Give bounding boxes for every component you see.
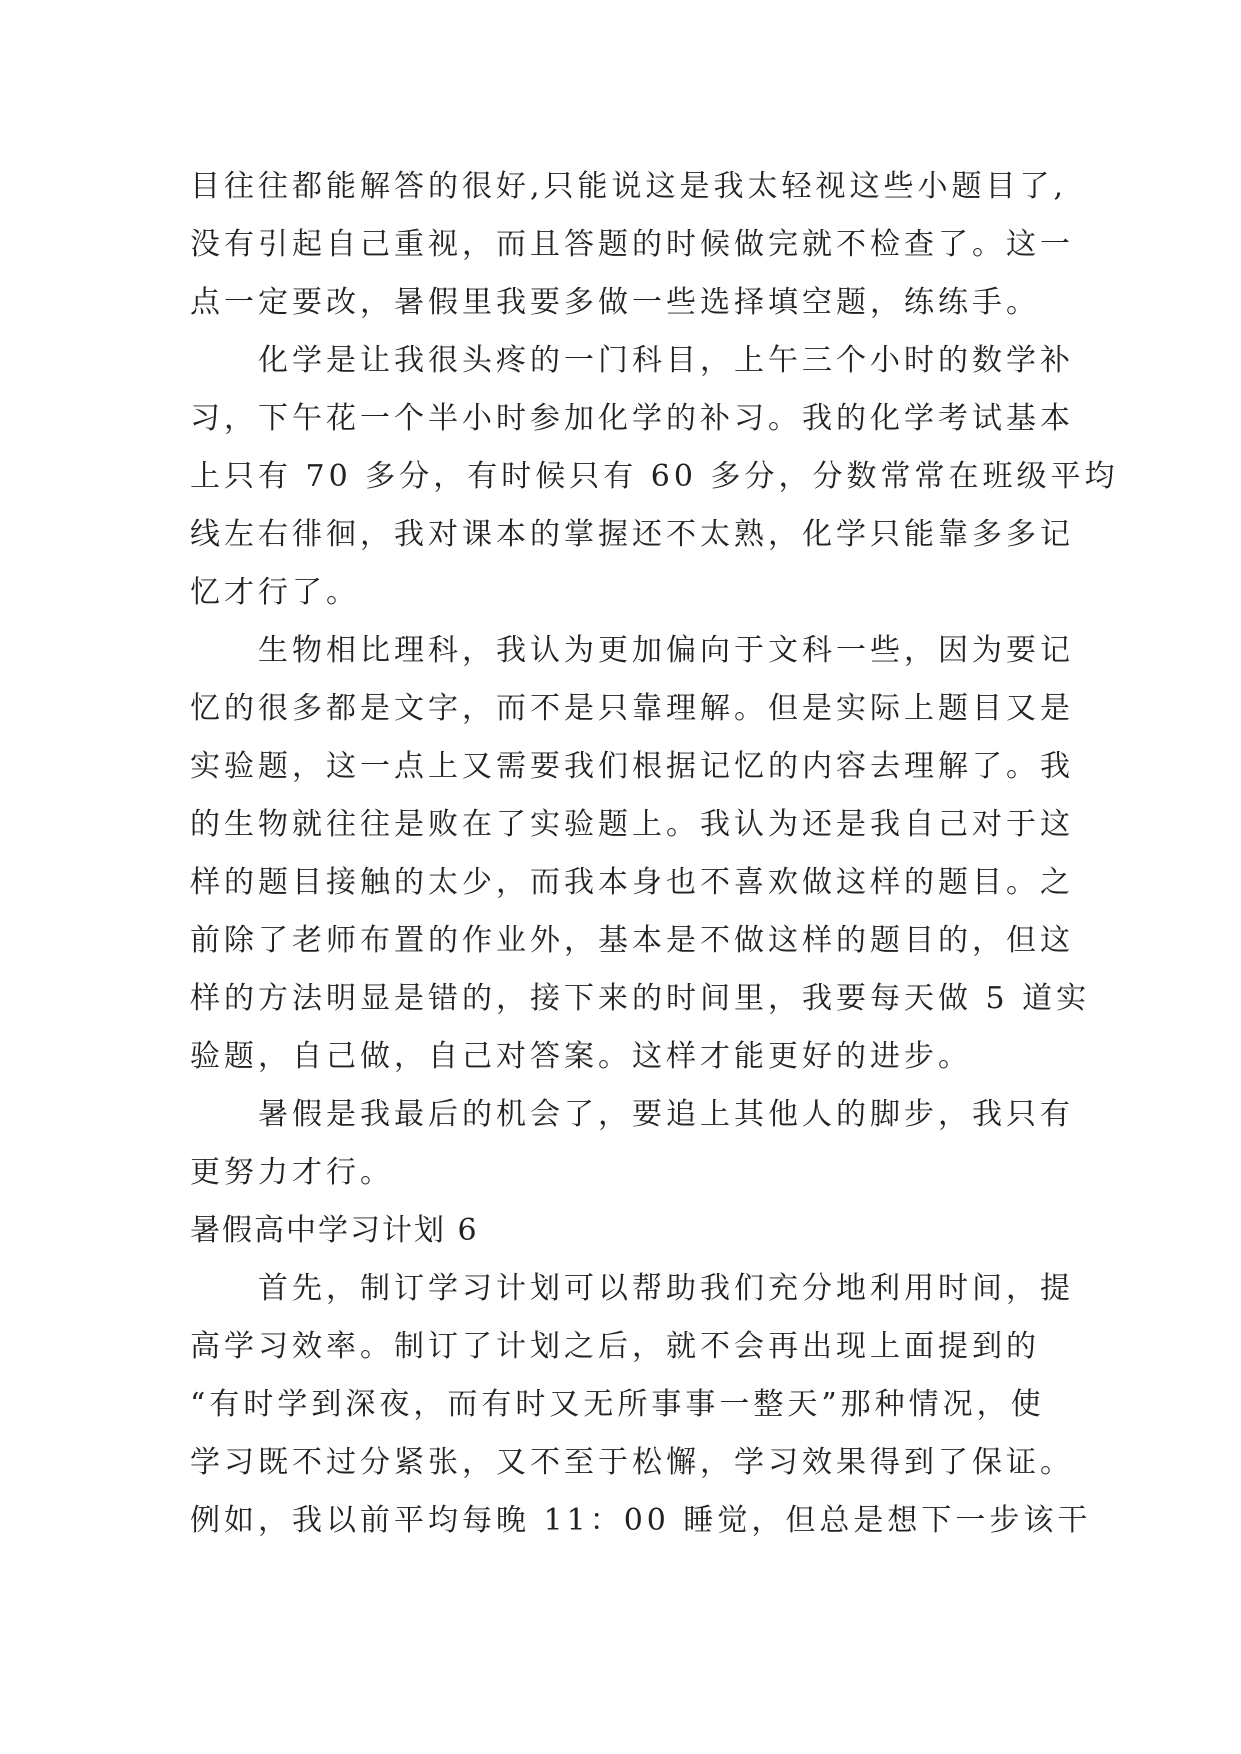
- text-line: 忆的很多都是文字，而不是只靠理解。但是实际上题目又是: [190, 691, 1074, 726]
- text-line: 学习既不过分紧张，又不至于松懈，学习效果得到了保证。: [190, 1445, 1074, 1480]
- text-line: 点一定要改，暑假里我要多做一些选择填空题，练练手。: [190, 285, 1040, 320]
- text-line: “有时学到深夜，而有时又无所事事一整天”那种情况，使: [190, 1387, 1045, 1422]
- section-heading: 暑假高中学习计划 6: [190, 1213, 479, 1248]
- text-line: 上只有 70 多分，有时候只有 60 多分，分数常常在班级平均: [190, 459, 1119, 494]
- text-line: 实验题，这一点上又需要我们根据记忆的内容去理解了。我: [190, 749, 1074, 784]
- text-line: 目往往都能解答的很好,只能说这是我太轻视这些小题目了,: [190, 169, 1068, 204]
- text-line: 习，下午花一个半小时参加化学的补习。我的化学考试基本: [190, 401, 1074, 436]
- text-line: 验题，自己做，自己对答案。这样才能更好的进步。: [190, 1039, 972, 1074]
- text-line: 忆才行了。: [190, 575, 360, 610]
- paragraph-start-line: 生物相比理科，我认为更加偏向于文科一些，因为要记: [258, 633, 1074, 668]
- text-line: 的生物就往往是败在了实验题上。我认为还是我自己对于这: [190, 807, 1074, 842]
- text-line: 样的方法明显是错的，接下来的时间里，我要每天做 5 道实: [190, 981, 1091, 1016]
- text-line: 线左右徘徊，我对课本的掌握还不太熟，化学只能靠多多记: [190, 517, 1074, 552]
- paragraph-start-line: 首先，制订学习计划可以帮助我们充分地利用时间，提: [258, 1271, 1074, 1306]
- text-line: 前除了老师布置的作业外，基本是不做这样的题目的，但这: [190, 923, 1074, 958]
- text-line: 没有引起自己重视，而且答题的时候做完就不检查了。这一: [190, 227, 1074, 262]
- text-line: 例如，我以前平均每晚 11：00 睡觉，但总是想下一步该干: [190, 1503, 1092, 1538]
- paragraph-start-line: 暑假是我最后的机会了，要追上其他人的脚步，我只有: [258, 1097, 1074, 1132]
- body-text: [190, 158, 1119, 1550]
- paragraph-start-line: 化学是让我很头疼的一门科目，上午三个小时的数学补: [258, 343, 1074, 378]
- text-line: 高学习效率。制订了计划之后，就不会再出现上面提到的: [190, 1329, 1040, 1364]
- text-line: 更努力才行。: [190, 1155, 394, 1190]
- text-line: 样的题目接触的太少，而我本身也不喜欢做这样的题目。之: [190, 865, 1074, 900]
